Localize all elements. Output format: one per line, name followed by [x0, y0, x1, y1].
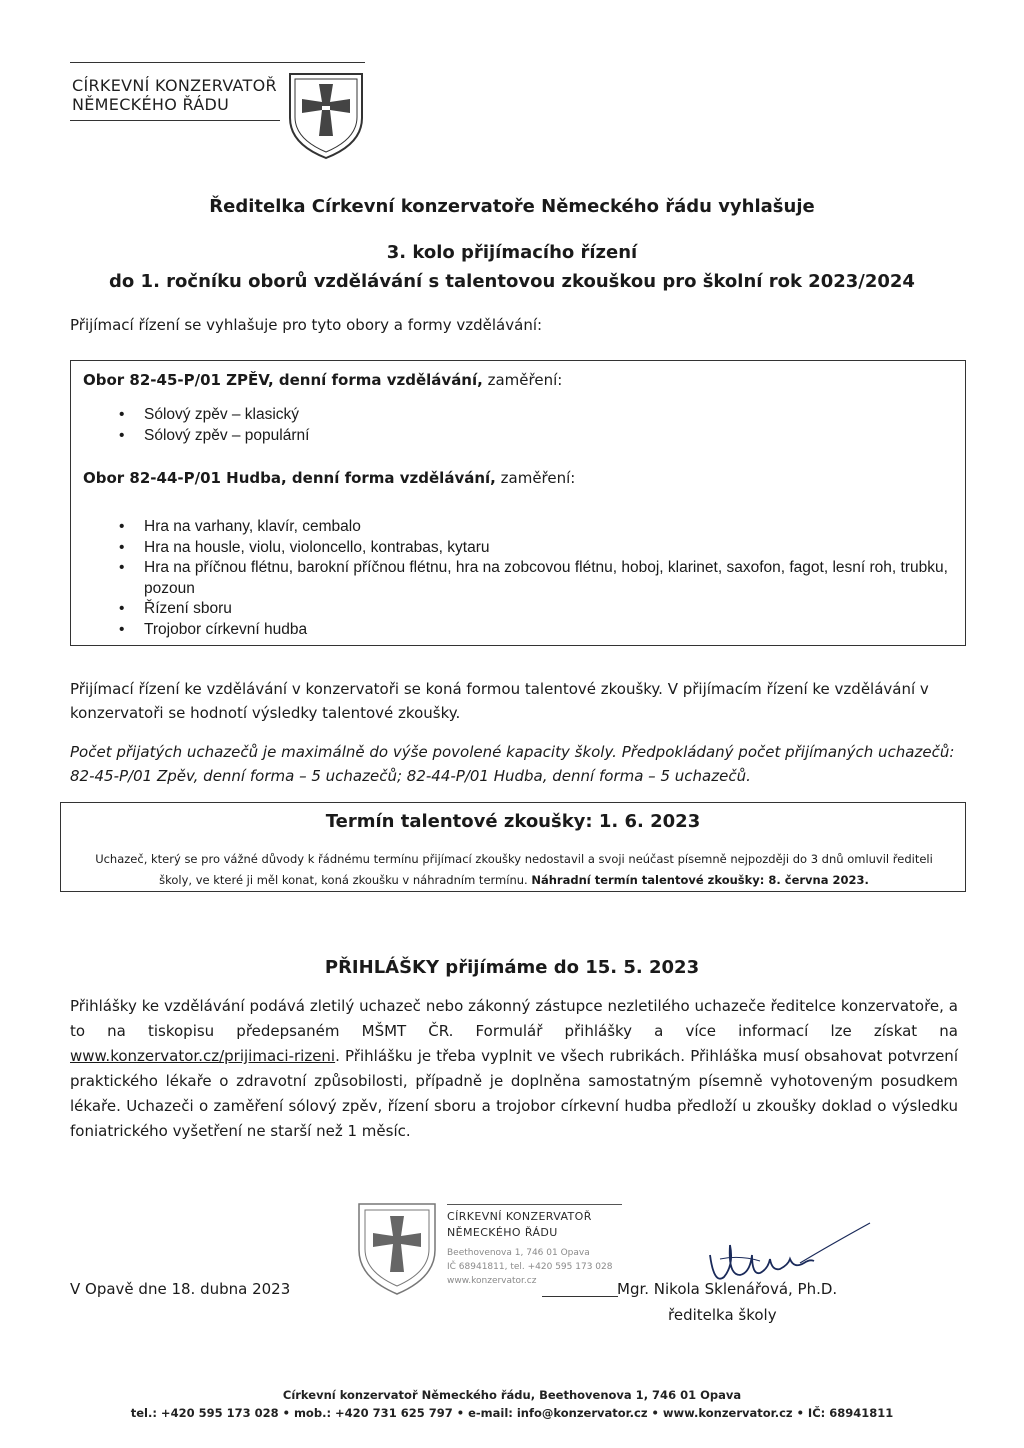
school-stamp: [355, 1200, 625, 1300]
list-item: • Sólový zpěv – populární: [119, 426, 949, 447]
footer-contacts: tel.: +420 595 173 028 • mob.: +420 731 625 797 • e-mail: info@konzervator.cz • www.konzervator.cz • IČ: 68941811: [130, 1406, 894, 1420]
org-name-line2: NĚMECKÉHO ŘÁDU: [72, 95, 230, 114]
signer-name: Mgr. Nikola Sklenářová, Ph.D.: [617, 1280, 838, 1298]
round-heading: 3. kolo přijímacího řízení: [386, 242, 638, 263]
org-name-line1: CÍRKEVNÍ KONZERVATOŘ: [72, 76, 277, 95]
list-item: • Hra na varhany, klavír, cembalo: [119, 517, 949, 538]
program-title-hudba: Obor 82-44-P/01 Hudba, denní forma vzdělávání, zaměření:: [83, 469, 576, 487]
date-place: V Opavě dne 18. dubna 2023: [70, 1280, 291, 1298]
announcement-heading: Ředitelka Církevní konzervatoře Německého řádu vyhlašuje: [209, 196, 815, 217]
list-item: • Hra na příčnou flétnu, barokní příčnou flétnu, hra na zobcovou flétnu, hoboj, klarinet, saxofon, fagot, lesní roh, trubku, pozoun: [119, 558, 949, 599]
exam-paragraph: Přijímací řízení ke vzdělávání v konzervatoři se koná formou talentové zkoušky. V přijímacím řízení ke vzdělávání v konzervatoři se hodnotí výsledky talentové zkoušky.: [70, 680, 929, 722]
program-list-zpev: [119, 405, 949, 446]
intro-text: Přijímací řízení se vyhlašuje pro tyto obory a formy vzdělávání:: [70, 316, 543, 334]
list-item: • Řízení sboru: [119, 599, 949, 620]
stamp-line1: CÍRKEVNÍ KONZERVATOŘ: [447, 1210, 592, 1223]
list-item: • Trojobor církevní hudba: [119, 620, 949, 641]
footer-address: Církevní konzervatoř Německého řádu, Beethovenova 1, 746 01 Opava: [282, 1388, 742, 1402]
stamp-line5: www.konzervator.cz: [447, 1276, 537, 1286]
program-title-zpev: Obor 82-45-P/01 ZPĚV, denní forma vzdělávání, zaměření:: [83, 371, 563, 389]
program-list-hudba: [119, 517, 949, 640]
list-item: • Hra na housle, violu, violoncello, kontrabas, kytaru: [119, 538, 949, 559]
exam-date-heading: Termín talentové zkoušky: 1. 6. 2023: [325, 811, 701, 832]
exam-note: Uchazeč, který se pro vážné důvody k řádnému termínu přijímací zkoušky nedostavil a svoji neúčast písemně nejpozději do 3 dnů omluvil řediteli školy, ve které ji měl konat, koná zkoušku v náhradním termínu. Náhradní termín talentové zkoušky: 8. června 2023.: [95, 852, 933, 887]
stamp-line2: NĚMECKÉHO ŘÁDU: [447, 1226, 558, 1239]
signature-line: [542, 1296, 618, 1297]
programs-box: [70, 360, 966, 646]
admissions-link[interactable]: www.konzervator.cz/prijimaci-rizeni: [70, 1047, 336, 1065]
stamp-line3: Beethovenova 1, 746 01 Opava: [447, 1248, 590, 1258]
capacity-paragraph: Počet přijatých uchazečů je maximálně do výše povolené kapacity školy. Předpokládaný počet přijímaných uchazečů: 82-45-P/01 Zpěv, denní forma – 5 uchazečů; 82-44-P/01 Hudba, denní forma – 5 uchazečů.: [70, 743, 955, 785]
scope-heading: do 1. ročníku oborů vzdělávání s talentovou zkouškou pro školní rok 2023/2024: [109, 271, 915, 292]
applications-heading: PŘIHLÁŠKY přijímáme do 15. 5. 2023: [324, 957, 700, 978]
shield-cross-icon: [286, 70, 366, 162]
list-item: • Sólový zpěv – klasický: [119, 405, 949, 426]
applications-paragraph: Přihlášky ke vzdělávání podává zletilý uchazeč nebo zákonný zástupce nezletilého uchazeče ředitelce konzervatoře, a to na tiskopisu předepsaném MŠMT ČR. Formulář přihlášky a více informací lze získat na www.konzervator.cz/prijimaci-rizeni. Přihlášku je třeba vyplnit ve všech rubrikách. Přihláška musí obsahovat potvrzení praktického lékaře o zdravotní způsobilosti, případně je doplněna samostatným písemně vyhotoveným posudkem lékaře. Uchazeči o zaměření sólový zpěv, řízení sboru a trojobor církevní hudba předloží u zkoušky doklad o výsledku foniatrického vyšetření ne starší než 1 měsíc.: [70, 997, 958, 1140]
signer-role: ředitelka školy: [668, 1306, 777, 1324]
stamp-line4: IČ 68941811, tel. +420 595 173 028: [447, 1262, 613, 1272]
stamp-shield-icon: [355, 1200, 439, 1298]
exam-date-box: [60, 802, 966, 892]
